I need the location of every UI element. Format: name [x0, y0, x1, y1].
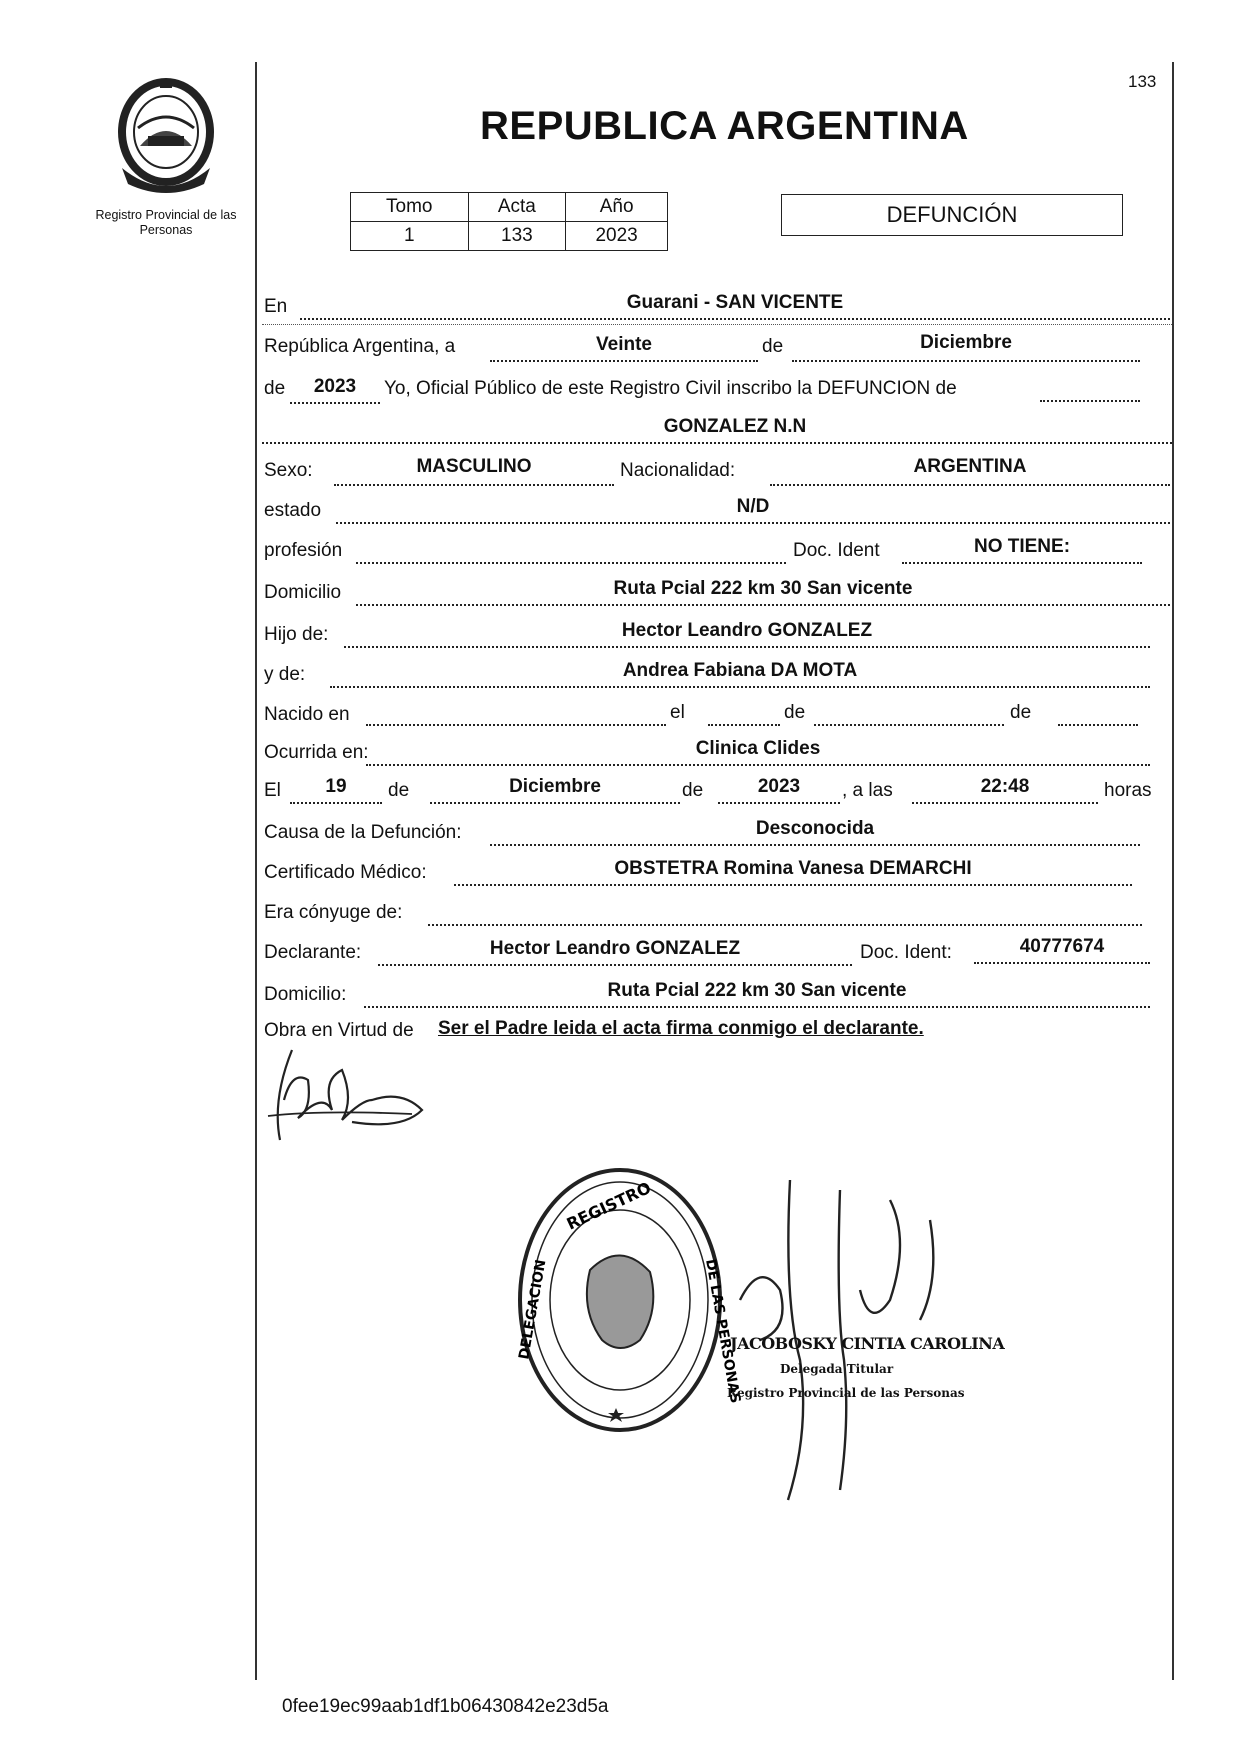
- label-domicilio-2: Domicilio:: [264, 984, 347, 1005]
- label-hijo-de: Hijo de:: [264, 624, 329, 645]
- label-y-de: y de:: [264, 664, 306, 685]
- death-month-line: [430, 802, 680, 804]
- declarant-doc-line: [974, 962, 1150, 964]
- label-nacionalidad: Nacionalidad:: [620, 460, 736, 481]
- ano-value: 2023: [566, 222, 668, 251]
- place-line: [300, 318, 1170, 320]
- marital-status-value: N/D: [736, 496, 770, 517]
- official-role: Delegada Titular: [780, 1362, 894, 1376]
- profession-line: [356, 562, 786, 564]
- label-de-6: de: [682, 780, 704, 801]
- father-value: Hector Leandro GONZALEZ: [621, 620, 873, 641]
- record-table: [350, 192, 668, 251]
- label-conyuge: Era cónyuge de:: [264, 902, 403, 923]
- registry-name: Registro Provincial de las Personas: [95, 208, 237, 237]
- death-day-value: 19: [325, 776, 347, 797]
- label-a-las: , a las: [842, 780, 893, 801]
- label-de-1: de: [762, 336, 784, 357]
- svg-text:DELEGACION: DELEGACION: [516, 1258, 550, 1361]
- deceased-name: GONZALEZ N.N: [663, 416, 807, 437]
- day-words-value: Veinte: [596, 334, 652, 355]
- page-title: REPUBLICA ARGENTINA: [480, 104, 969, 148]
- label-estado: estado: [264, 500, 322, 521]
- declarant-address-value: Ruta Pcial 222 km 30 San vicente: [607, 980, 907, 1001]
- month-value: Diciembre: [920, 332, 1012, 353]
- birth-year-line: [1058, 724, 1138, 726]
- trailing-line: [1040, 400, 1140, 402]
- label-declarante: Declarante:: [264, 942, 362, 963]
- label-ocurrida-en: Ocurrida en:: [264, 742, 369, 763]
- label-sexo: Sexo:: [264, 460, 313, 481]
- label-yo: Yo, Oficial Público de este Registro Civil inscribo la DEFUNCION de: [384, 378, 957, 399]
- label-en: En: [264, 296, 288, 317]
- spouse-line: [428, 924, 1142, 926]
- label-obra: Obra en Virtud de: [264, 1020, 414, 1041]
- father-line: [344, 646, 1150, 648]
- cause-line: [490, 844, 1140, 846]
- label-doc-ident-2: Doc. Ident:: [860, 942, 952, 963]
- official-name: JACOBOSKY CINTIA CAROLINA: [730, 1334, 1005, 1353]
- declarant-signature-icon: [262, 1040, 442, 1150]
- month-line: [792, 360, 1140, 362]
- svg-text:DE LAS PERSONAS: DE LAS PERSONAS: [702, 1257, 744, 1405]
- label-causa: Causa de la Defunción:: [264, 822, 462, 843]
- label-el: el: [670, 702, 685, 723]
- address-line: [356, 604, 1170, 606]
- acta-header: Acta: [468, 193, 566, 222]
- footer-hash: 0fee19ec99aab1df1b06430842e23d5a: [282, 1696, 609, 1717]
- record-type-box: DEFUNCIÓN: [781, 194, 1123, 236]
- label-horas: horas: [1104, 780, 1152, 801]
- death-year-value: 2023: [757, 776, 801, 797]
- provincial-seal-icon: [108, 76, 224, 196]
- birth-month-line: [814, 724, 1004, 726]
- label-de-3: de: [784, 702, 806, 723]
- sex-line: [334, 484, 614, 486]
- mother-line: [330, 686, 1150, 688]
- label-nacido-en: Nacido en: [264, 704, 350, 725]
- label-doc-ident: Doc. Ident: [793, 540, 880, 561]
- sex-value: MASCULINO: [416, 456, 532, 477]
- estado-line: [336, 522, 1170, 524]
- death-day-line: [290, 802, 382, 804]
- year-line: [290, 402, 380, 404]
- ano-header: Año: [566, 193, 668, 222]
- doc-id-value: NO TIENE:: [973, 536, 1071, 557]
- certificate-line: [454, 884, 1132, 886]
- death-year-line: [718, 802, 840, 804]
- year-value: 2023: [313, 376, 357, 397]
- right-margin-line: [1172, 62, 1174, 1680]
- death-month-value: Diciembre: [509, 776, 601, 797]
- label-el-cap: El: [264, 780, 281, 801]
- label-de-5: de: [388, 780, 410, 801]
- mother-value: Andrea Fabiana DA MOTA: [622, 660, 858, 681]
- cause-value: Desconocida: [755, 818, 875, 839]
- acta-value: 133: [468, 222, 566, 251]
- birthplace-line: [366, 724, 666, 726]
- delegation-stamp-icon: [510, 1160, 744, 1440]
- by-virtue-of-value: Ser el Padre leida el acta firma conmigo el declarante.: [438, 1018, 924, 1039]
- death-time-line: [912, 802, 1098, 804]
- label-certificado: Certificado Médico:: [264, 862, 427, 883]
- day-line: [490, 360, 758, 362]
- tomo-value: 1: [351, 222, 469, 251]
- nationality-line: [770, 484, 1170, 486]
- medical-certificate-value: OBSTETRA Romina Vanesa DEMARCHI: [614, 858, 972, 879]
- place-value: Guarani - SAN VICENTE: [626, 292, 844, 313]
- declarant-doc-value: 40777674: [1019, 936, 1105, 957]
- tomo-header: Tomo: [351, 193, 469, 222]
- label-republica: República Argentina, a: [264, 336, 456, 357]
- death-place-value: Clinica Clides: [695, 738, 821, 759]
- name-line: [262, 442, 1172, 444]
- declarant-address-line: [364, 1006, 1150, 1008]
- label-domicilio: Domicilio: [264, 582, 342, 603]
- birth-day-line: [708, 724, 780, 726]
- death-place-line: [366, 764, 1150, 766]
- label-de-2: de: [264, 378, 286, 399]
- svg-text:REGISTRO: REGISTRO: [563, 1178, 654, 1234]
- row-separator: [262, 324, 1172, 325]
- declarant-value: Hector Leandro GONZALEZ: [489, 938, 741, 959]
- death-time-value: 22:48: [980, 776, 1030, 797]
- address-value: Ruta Pcial 222 km 30 San vicente: [613, 578, 913, 599]
- doc-id-line: [902, 562, 1142, 564]
- declarant-line: [378, 964, 852, 966]
- left-margin-line: [255, 62, 257, 1680]
- label-profesion: profesión: [264, 540, 343, 561]
- page-number: 133: [1128, 72, 1157, 91]
- nationality-value: ARGENTINA: [913, 456, 1027, 477]
- label-de-4: de: [1010, 702, 1032, 723]
- official-office: Registro Provincial de las Personas: [727, 1386, 965, 1400]
